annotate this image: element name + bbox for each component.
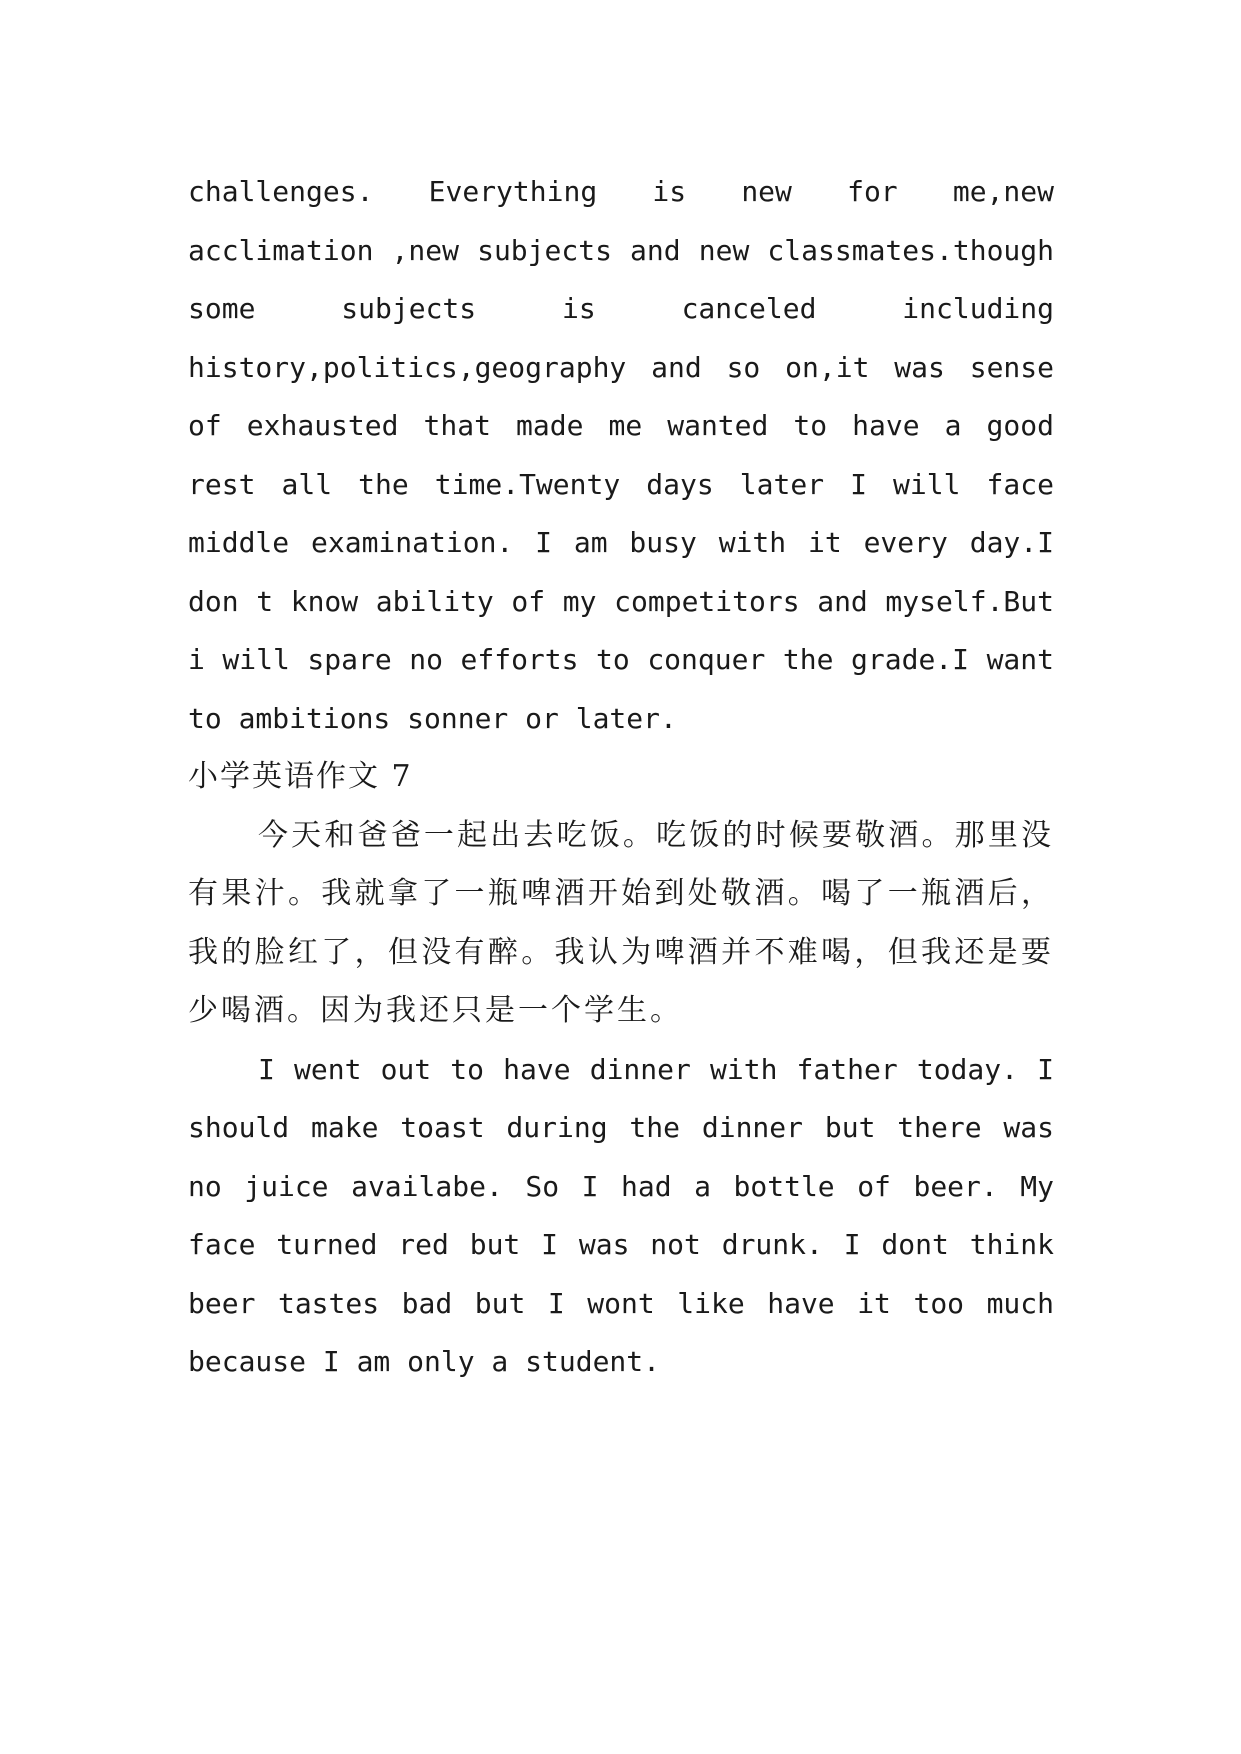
text-line: challenges. Everything is new for me,new (188, 175, 1054, 208)
text-line: face turned red but I was not drunk. I dont think (188, 1228, 1054, 1261)
text-line: 有果汁。我就拿了一瓶啤酒开始到处敬酒。喝了一瓶酒后， (188, 876, 1054, 911)
section-heading: 小学英语作文 7 (188, 759, 413, 794)
text-line: some subjects is canceled including (188, 292, 1054, 325)
text-line: don t know ability of my competitors and myself.But (188, 584, 1054, 618)
text-line: I went out to have dinner with father today. I (258, 1052, 1054, 1086)
text-line: rest all the time.Twenty days later I will face (188, 467, 1054, 501)
text-line: of exhausted that made me wanted to have a good (188, 409, 1054, 442)
text-line: acclimation ,new subjects and new classmates.though (188, 233, 1054, 267)
essay-paragraph-english-2 (188, 1041, 1054, 1392)
text-line: history,politics,geography and so on,it was sense (188, 350, 1054, 384)
text-line: 我的脸红了，但没有醉。我认为啤酒并不难喝，但我还是要 (188, 934, 1054, 970)
text-line: to ambitions sonner or later. (188, 701, 677, 735)
text-line: i will spare no efforts to conquer the grade.I want (188, 643, 1054, 676)
document-body (188, 163, 1054, 1392)
text-line: beer tastes bad but I wont like have it too much (188, 1286, 1054, 1320)
essay-paragraph-chinese (188, 807, 1054, 1041)
text-line: 少喝酒。因为我还只是一个学生。 (188, 993, 683, 1028)
text-line: 今天和爸爸一起出去吃饭。吃饭的时候要敬酒。那里没 (258, 817, 1054, 853)
text-line: no juice availabe. So I had a bottle of beer. My (188, 1169, 1054, 1203)
text-line: because I am only a student. (188, 1345, 661, 1378)
text-line: middle examination. I am busy with it every day.I (188, 526, 1054, 559)
essay-paragraph-english-1 (188, 163, 1054, 748)
text-line: should make toast during the dinner but there was (188, 1111, 1054, 1144)
